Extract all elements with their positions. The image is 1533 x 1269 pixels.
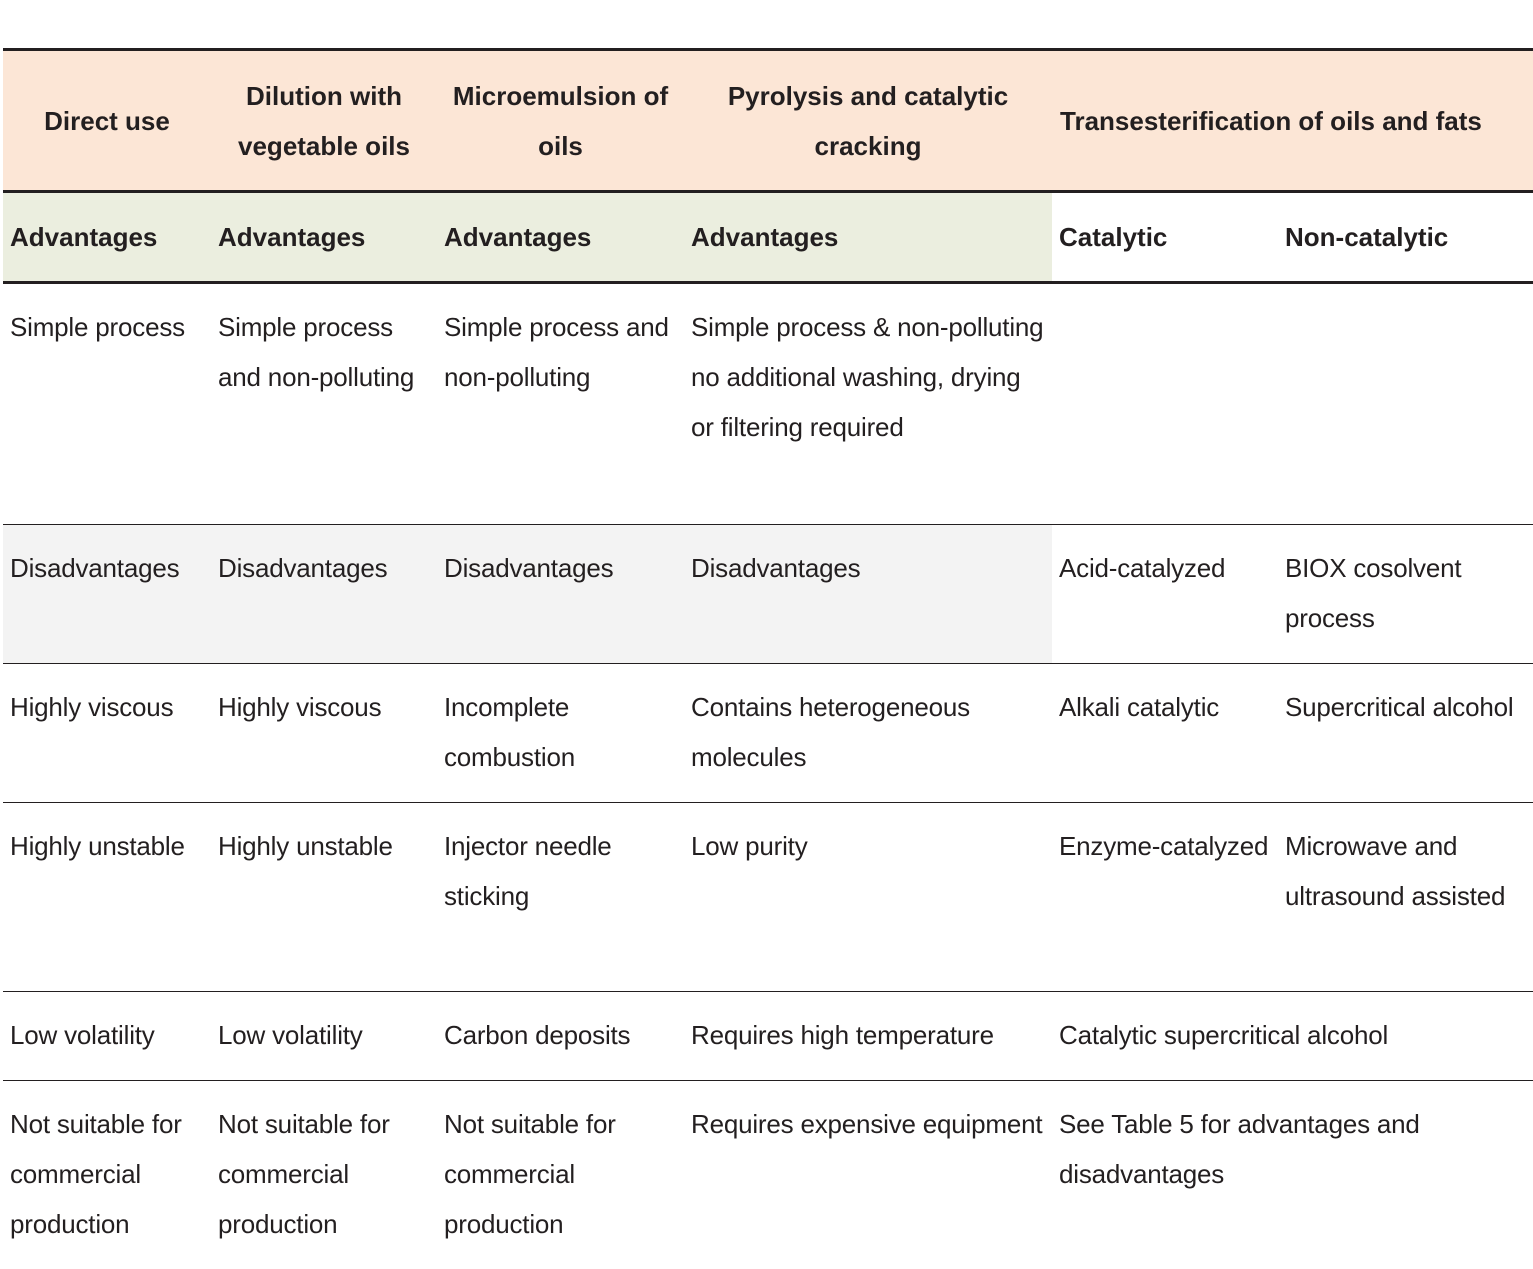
biodiesel-methods-table xyxy=(3,48,1533,1269)
cell-catalytic: Enzyme-catalyzed xyxy=(1052,803,1278,992)
header-dilution: Dilution with vegetable oils xyxy=(211,50,437,192)
cell-pyrolysis xyxy=(684,283,1052,525)
header-pyrolysis: Pyrolysis and catalytic cracking xyxy=(684,50,1052,192)
cell-pyrolysis: Requires expensive equipment xyxy=(684,1081,1052,1269)
biodiesel-methods-table-container xyxy=(3,48,1533,1269)
cell-non-catalytic: BIOX cosolvent process xyxy=(1278,525,1533,664)
cell-catalytic: Alkali catalytic xyxy=(1052,664,1278,803)
cell-microemulsion: Simple process and non-polluting xyxy=(437,283,684,525)
cell-pyrolysis-disadvantages: Disadvantages xyxy=(684,525,1052,664)
cell-microemulsion-disadvantages: Disadvantages xyxy=(437,525,684,664)
table-row xyxy=(3,803,1533,992)
cell-pyrolysis-line1: Simple process & non-polluting xyxy=(691,302,1045,352)
subheader-catalytic: Catalytic xyxy=(1052,192,1278,283)
subheader-direct-use-advantages: Advantages xyxy=(3,192,211,283)
cell-pyrolysis-line2: no additional washing, drying or filtering required xyxy=(691,352,1045,452)
cell-non-catalytic: Supercritical alcohol xyxy=(1278,664,1533,803)
cell-transesterification: See Table 5 for advantages and disadvantages xyxy=(1052,1081,1533,1269)
cell-dilution: Simple process and non-polluting xyxy=(211,283,437,525)
table-header-row xyxy=(3,50,1533,192)
cell-direct-use: Highly viscous xyxy=(3,664,211,803)
table-row xyxy=(3,1081,1533,1269)
table-row xyxy=(3,283,1533,525)
cell-direct-use: Not suitable for commercial production xyxy=(3,1081,211,1269)
header-transesterification: Transesterification of oils and fats xyxy=(1052,50,1533,192)
cell-microemulsion: Carbon deposits xyxy=(437,992,684,1081)
cell-dilution: Low volatility xyxy=(211,992,437,1081)
cell-dilution: Highly viscous xyxy=(211,664,437,803)
header-microemulsion: Microemulsion of oils xyxy=(437,50,684,192)
cell-catalytic: Acid-catalyzed xyxy=(1052,525,1278,664)
cell-direct-use: Simple process xyxy=(3,283,211,525)
cell-direct-use: Low volatility xyxy=(3,992,211,1081)
cell-pyrolysis: Contains heterogeneous molecules xyxy=(684,664,1052,803)
cell-pyrolysis: Low purity xyxy=(684,803,1052,992)
subheader-non-catalytic: Non-catalytic xyxy=(1278,192,1533,283)
cell-dilution-disadvantages: Disadvantages xyxy=(211,525,437,664)
subheader-dilution-advantages: Advantages xyxy=(211,192,437,283)
cell-transesterification: Catalytic supercritical alcohol xyxy=(1052,992,1533,1081)
cell-non-catalytic: Microwave and ultrasound assisted xyxy=(1278,803,1533,992)
subheader-pyrolysis-advantages: Advantages xyxy=(684,192,1052,283)
cell-microemulsion: Injector needle sticking xyxy=(437,803,684,992)
header-direct-use: Direct use xyxy=(3,50,211,192)
table-row xyxy=(3,992,1533,1081)
cell-microemulsion: Not suitable for commercial production xyxy=(437,1081,684,1269)
cell-direct-use-disadvantages: Disadvantages xyxy=(3,525,211,664)
subheader-microemulsion-advantages: Advantages xyxy=(437,192,684,283)
cell-catalytic xyxy=(1052,283,1278,525)
cell-non-catalytic xyxy=(1278,283,1533,525)
cell-dilution: Not suitable for commercial production xyxy=(211,1081,437,1269)
table-row xyxy=(3,664,1533,803)
cell-dilution: Highly unstable xyxy=(211,803,437,992)
cell-pyrolysis: Requires high temperature xyxy=(684,992,1052,1081)
cell-direct-use: Highly unstable xyxy=(3,803,211,992)
table-row xyxy=(3,525,1533,664)
cell-microemulsion: Incomplete combustion xyxy=(437,664,684,803)
table-subheader-row xyxy=(3,192,1533,283)
